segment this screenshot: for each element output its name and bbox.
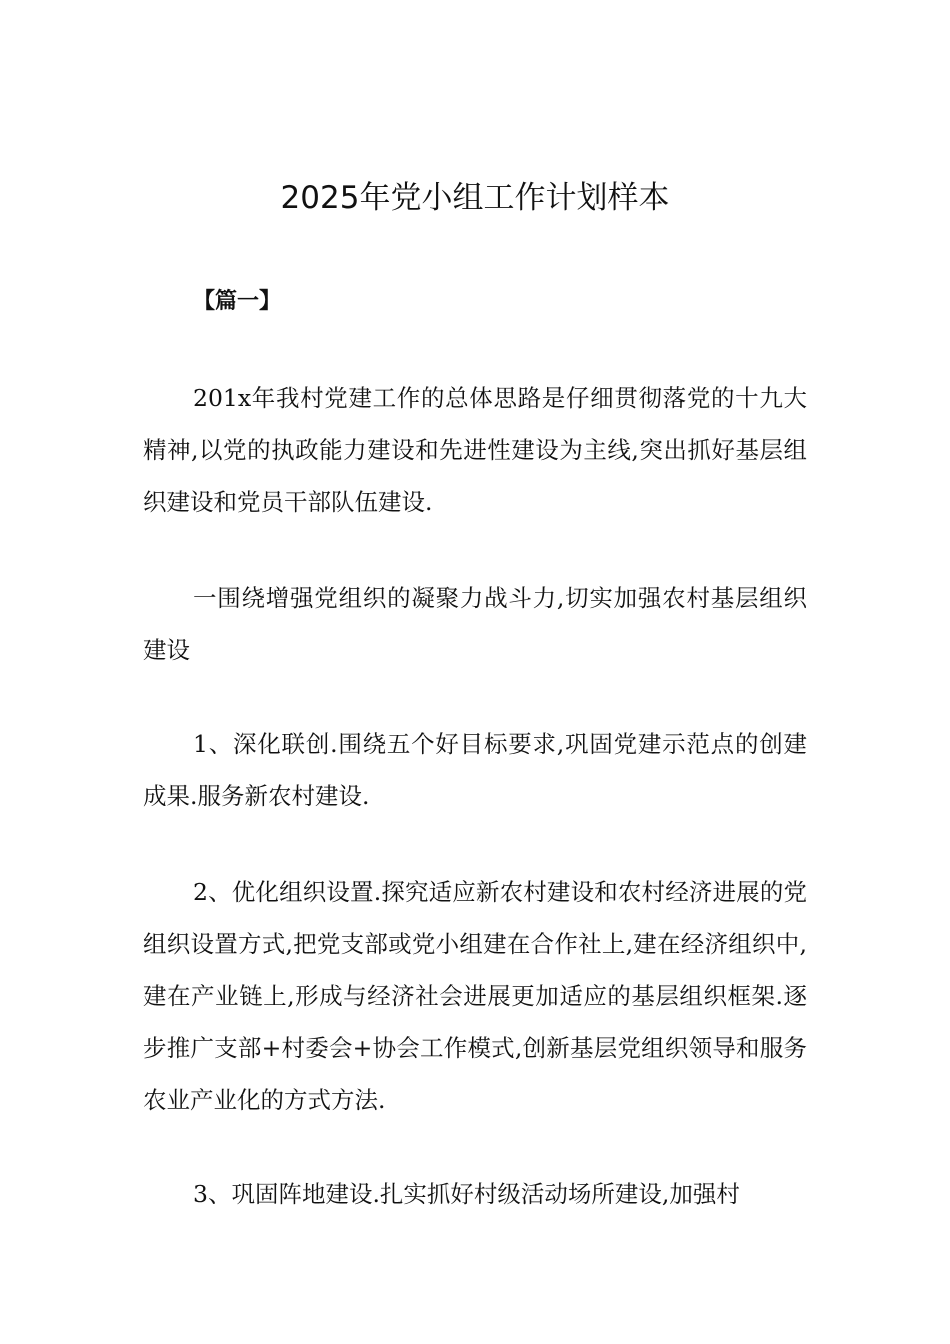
document-title: 2025年党小组工作计划样本 xyxy=(280,180,670,216)
paragraph-item-2: 2、优化组织设置.探究适应新农村建设和农村经济进展的党组织设置方式,把党支部或党小组建在合作社上,建在经济组织中,建在产业链上,形成与经济社会进展更加适应的基层组织框架.逐步推广支部+村委会+协会工作模式,创新基层党组织领导和服务农业产业化的方式方法. xyxy=(143,878,807,1114)
paragraph-item-1: 1、深化联创.围绕五个好目标要求,巩固党建示范点的创建成果.服务新农村建设. xyxy=(143,730,807,810)
paragraph-item-3: 3、巩固阵地建设.扎实抓好村级活动场所建设,加强村 xyxy=(193,1180,740,1208)
paragraph-overview: 201x年我村党建工作的总体思路是仔细贯彻落党的十九大精神,以党的执政能力建设和先进性建设为主线,突出抓好基层组织建设和党员干部队伍建设. xyxy=(143,384,807,516)
section-label: 【篇一】 xyxy=(193,288,282,314)
paragraph-heading-one: 一围绕增强党组织的凝聚力战斗力,切实加强农村基层组织建设 xyxy=(143,584,807,664)
